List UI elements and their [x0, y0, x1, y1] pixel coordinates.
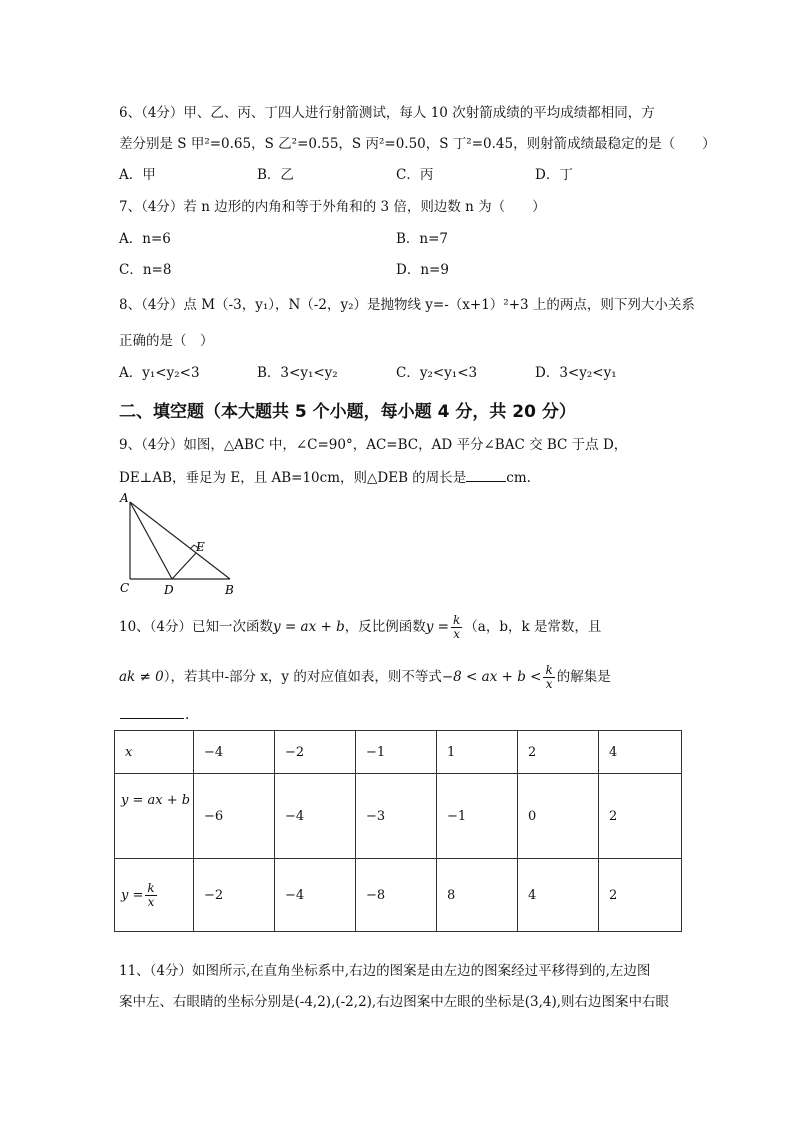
- label-e: E: [196, 540, 205, 554]
- table-row: [115, 859, 682, 932]
- table-cell: 2: [599, 774, 682, 859]
- q8-option-a: A．y₁<y₂<3: [119, 365, 200, 381]
- table-cell: 2: [599, 859, 682, 932]
- section-2-heading: 二、填空题（本大题共 5 个小题，每小题 4 分，共 20 分）: [119, 402, 576, 422]
- q10-inequality-fraction: [543, 664, 554, 691]
- table-cell: −4: [275, 859, 356, 932]
- q7-line-1: 7、（4分）若 n 边形的内角和等于外角和的 3 倍，则边数 n 为（ ）: [119, 199, 546, 215]
- table-cell: −4: [275, 774, 356, 859]
- q6-line-1: 6、（4分）甲、乙、丙、丁四人进行射箭测试，每人 10 次射箭成绩的平均成绩都相同，方: [119, 105, 655, 121]
- fraction-numerator: k: [147, 880, 155, 895]
- label-b: B: [225, 583, 234, 597]
- q6-option-d: D．丁: [535, 167, 573, 183]
- triangle-figure: [114, 490, 244, 598]
- table-cell: 0: [518, 774, 599, 859]
- q9-line-2-unit: cm.: [506, 470, 531, 486]
- table-cell: −2: [194, 859, 275, 932]
- table-cell: −2: [275, 731, 356, 774]
- q10-inverse-y: y =: [425, 619, 449, 635]
- q10-condition: ak ≠ 0: [119, 669, 164, 685]
- q7-option-c: C．n=8: [119, 262, 172, 278]
- q11-line-2: 案中左、右眼睛的坐标分别是(-4,2),(-2,2),右边图案中左眼的坐标是(3,4),则右边图案中右眼: [119, 994, 670, 1010]
- row-label-inverse-y: y =: [121, 887, 144, 903]
- table-cell: 2: [518, 731, 599, 774]
- q10-period: .: [185, 707, 190, 723]
- label-d: D: [164, 583, 174, 597]
- fraction-numerator: k: [545, 663, 553, 677]
- q9-answer-blank[interactable]: [466, 468, 506, 482]
- label-a: A: [120, 491, 129, 505]
- q8-line-2: 正确的是（ ）: [119, 333, 214, 349]
- table-cell: x: [115, 731, 194, 774]
- row-label-linear: y = ax + b: [121, 792, 191, 808]
- table-cell: −3: [356, 774, 437, 859]
- q10-l1-suffix: （a，b，k 是常数，且: [464, 619, 602, 635]
- table-row: [115, 774, 682, 859]
- q8-option-c: C．y₂<y₁<3: [396, 365, 478, 381]
- fraction-denominator: x: [453, 627, 461, 641]
- table-cell: 4: [599, 731, 682, 774]
- table-cell: −1: [356, 731, 437, 774]
- q6-option-b: B．乙: [257, 167, 294, 183]
- fraction-denominator: x: [545, 677, 553, 691]
- table-cell: 8: [437, 859, 518, 932]
- q10-linear-function: y = ax + b: [273, 619, 345, 635]
- q8-option-b: B．3<y₁<y₂: [257, 365, 338, 381]
- fraction-numerator: k: [452, 613, 461, 627]
- q9-line-2-text: DE⊥AB，垂足为 E，且 AB=10cm，则△DEB 的周长是: [119, 470, 467, 486]
- q10-l1-prefix: 10、（4分）已知一次函数: [119, 619, 274, 635]
- table-cell: −4: [194, 731, 275, 774]
- q6-option-a: A．甲: [119, 167, 156, 183]
- q6-option-c: C．丙: [396, 167, 434, 183]
- q10-l1-mid: ，反比例函数: [344, 619, 426, 635]
- q10-line-1: [119, 614, 601, 641]
- segment-ad: [130, 502, 172, 579]
- fraction-denominator: x: [147, 894, 155, 909]
- q11-line-1: 11、（4分）如图所示,在直角坐标系中,右边的图案是由左边的图案经过平移得到的,左边图: [119, 963, 651, 979]
- q10-l2-mid: ），若其中-部分 x，y 的对应值如表，则不等式: [163, 669, 442, 685]
- q7-option-a: A．n=6: [119, 231, 171, 247]
- q10-inequality: −8 < ax + b <: [441, 669, 542, 685]
- table-cell: −8: [356, 859, 437, 932]
- side-ab: [130, 502, 230, 579]
- q6-line-2: 差分别是 S 甲²=0.65，S 乙²=0.55，S 丙²=0.50，S 丁²=0.45，则射箭成绩最稳定的是（ ）: [119, 136, 716, 152]
- table-row: [115, 731, 682, 774]
- row-label-inverse-fraction: [145, 882, 156, 909]
- q8-option-d: D．3<y₂<y₁: [535, 365, 617, 381]
- segment-de: [172, 553, 196, 579]
- q10-l2-suffix: 的解集是: [556, 669, 611, 685]
- table-cell: [115, 774, 194, 859]
- q7-option-b: B．n=7: [396, 231, 449, 247]
- table-cell: −1: [437, 774, 518, 859]
- q8-line-1: 8、（4分）点 M（-3，y₁），N（-2，y₂）是抛物线 y=-（x+1）²+3 上的两点，则下列大小关系: [119, 297, 695, 313]
- q10-line-2: [119, 664, 611, 691]
- q9-line-1: 9、（4分）如图，△ABC 中，∠C=90°，AC=BC，AD 平分∠BAC 交 BC 于点 D，: [119, 437, 628, 453]
- table-cell: [115, 859, 194, 932]
- table-cell: 4: [518, 859, 599, 932]
- table-cell: 1: [437, 731, 518, 774]
- q7-option-d: D．n=9: [396, 262, 449, 278]
- q9-line-2: [119, 468, 531, 487]
- value-table: [114, 730, 682, 932]
- label-c: C: [120, 581, 130, 595]
- table-cell: −6: [194, 774, 275, 859]
- q10-inverse-fraction: [451, 614, 462, 641]
- q10-answer-blank[interactable]: [120, 712, 184, 719]
